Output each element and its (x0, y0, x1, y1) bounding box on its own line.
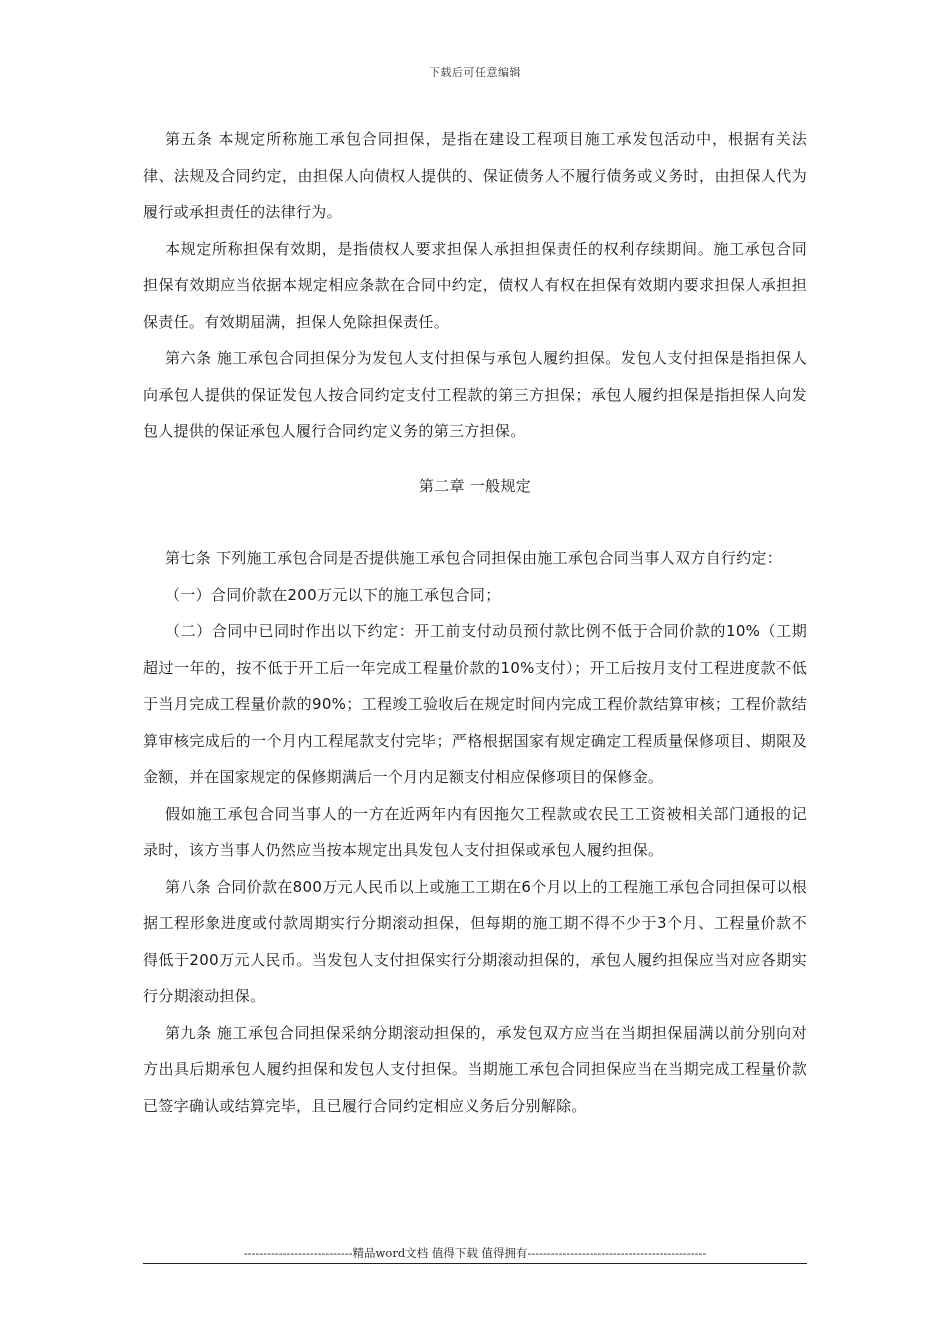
page-header: 下载后可任意编辑 (429, 66, 521, 79)
chapter-title: 第二章 一般规定 (418, 476, 532, 495)
page-footer: ----------------------------精品word文档 值得下载 值得拥有---------------------------------------------- (243, 1246, 707, 1260)
document-body (143, 121, 807, 1124)
paragraph-item-1: （一）合同价款在200万元以下的施工承包合同； (165, 585, 501, 604)
paragraph-article-7: 第七条 下列施工承包合同是否提供施工承包合同担保由施工承包合同当事人双方自行约定： (165, 549, 783, 567)
section-spacer (143, 504, 807, 540)
paragraph-article-9: 第九条 施工承包合同担保采纳分期滚动担保的，承发包双方应当在当期担保届满以前分别向对方出具后期承包人履约担保和发包人支付担保。当期施工承包合同担保应当在当期完成工程量价款已签字确认或结算完毕，且已履行合同约定相应义务后分别解除。 (143, 1023, 807, 1115)
paragraph-article-6: 第六条 施工承包合同担保分为发包人支付担保与承包人履约担保。发包人支付担保是指担保人向承包人提供的保证发包人按合同约定支付工程款的第三方担保；承包人履约担保是指担保人向发包人提供的保证承包人履行合同约定义务的第三方担保。 (143, 349, 807, 440)
footer-divider (143, 1263, 807, 1264)
section-spacer (143, 450, 807, 468)
paragraph-article-5: 第五条 本规定所称施工承包合同担保，是指在建设工程项目施工承发包活动中，根据有关法律、法规及合同约定，由担保人向债权人提供的、保证债务人不履行债务或义务时，由担保人代为履行或承担责任的法律行为。 (143, 130, 807, 221)
paragraph-exception: 假如施工承包合同当事人的一方在近两年内有因拖欠工程款或农民工工资被相关部门通报的记录时，该方当事人仍然应当按本规定出具发包人支付担保或承包人履约担保。 (143, 804, 807, 859)
paragraph-item-2: （二）合同中已同时作出以下约定：开工前支付动员预付款比例不低于合同价款的10%（工期超过一年的，按不低于开工后一年完成工程量价款的10%支付）；开工后按月支付工程进度款不低于当月完成工程量价款的90%；工程竣工验收后在规定时间内完成工程价款结算审核；工程价款结算审核完成后的一个月内工程尾款支付完毕；严格根据国家有规定确定工程质量保修项目、期限及金额，并在国家规定的保修期满后一个月内足额支付相应保修项目的保修金。 (143, 622, 807, 786)
paragraph-validity-period: 本规定所称担保有效期，是指债权人要求担保人承担担保责任的权利存续期间。施工承包合同担保有效期应当依据本规定相应条款在合同中约定，债权人有权在担保有效期内要求担保人承担担保责任。有效期届满，担保人免除担保责任。 (143, 239, 807, 331)
paragraph-article-8: 第八条 合同价款在800万元人民币以上或施工工期在6个月以上的工程施工承包合同担保可以根据工程形象进度或付款周期实行分期滚动担保，但每期的施工期不得不少于3个月、工程量价款不得低于200万元人民币。当发包人支付担保实行分期滚动担保的，承包人履约担保应当对应各期实行分期滚动担保。 (143, 877, 807, 1005)
